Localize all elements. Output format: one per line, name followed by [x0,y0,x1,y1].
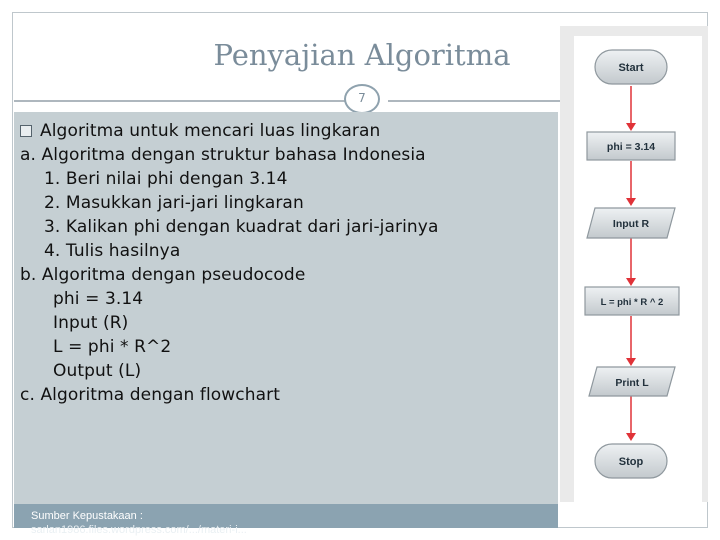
step-2: 2. Masukkan jari-jari lingkaran [44,193,304,213]
flowchart-node-print-label: Print L [615,377,649,389]
bullet-heading-text: Algoritma untuk mencari luas lingkaran [40,121,381,141]
section-a-heading: a. Algoritma dengan struktur bahasa Indonesia [20,145,426,165]
pseudocode-line-1: phi = 3.14 [53,289,144,309]
step-3: 3. Kalikan phi dengan kuadrat dari jari-jarinya [44,217,439,237]
arrow-start-to-phi [626,86,636,131]
flowchart-node-start-label: Start [618,62,644,74]
flowchart-node-input [587,208,675,238]
page-number: 7 [358,91,366,105]
flowchart-node-l-label: L = phi * R ^ 2 [600,297,664,308]
flowchart-node-print [589,367,675,396]
page-number-badge [344,84,380,114]
title-divider-left [14,100,346,102]
pseudocode-line-3: L = phi * R^2 [53,337,172,357]
source-label: Sumber Kepustakaan : [31,510,143,522]
bullet-box-icon [20,125,32,137]
source-url: sarlan1986.files.wordpress.com/.../materi-i... [31,524,247,536]
step-1: 1. Beri nilai phi dengan 3.14 [44,169,288,189]
flowchart-node-stop-label: Stop [618,456,644,468]
flowchart-node-input-label: Input R [612,218,650,230]
slide-title: Penyajian Algoritma [213,38,511,72]
flowchart-node-phi-label: phi = 3.14 [606,141,656,153]
pseudocode-line-2: Input (R) [53,313,129,333]
flowchart-node-stop [595,444,667,478]
arrow-phi-to-input [626,161,636,206]
flowchart-node-l [585,287,679,315]
bullet-heading [20,121,380,141]
arrow-l-to-print [626,316,636,366]
step-4: 4. Tulis hasilnya [44,241,181,261]
flowchart-node-phi [587,132,675,160]
flowchart-node-start [595,50,667,84]
flowchart [560,26,708,502]
arrow-input-to-l [626,238,636,286]
section-c-heading: c. Algoritma dengan flowchart [20,385,280,405]
section-b-heading: b. Algoritma dengan pseudocode [20,265,306,285]
arrow-print-to-stop [626,396,636,441]
pseudocode-line-4: Output (L) [53,361,142,381]
